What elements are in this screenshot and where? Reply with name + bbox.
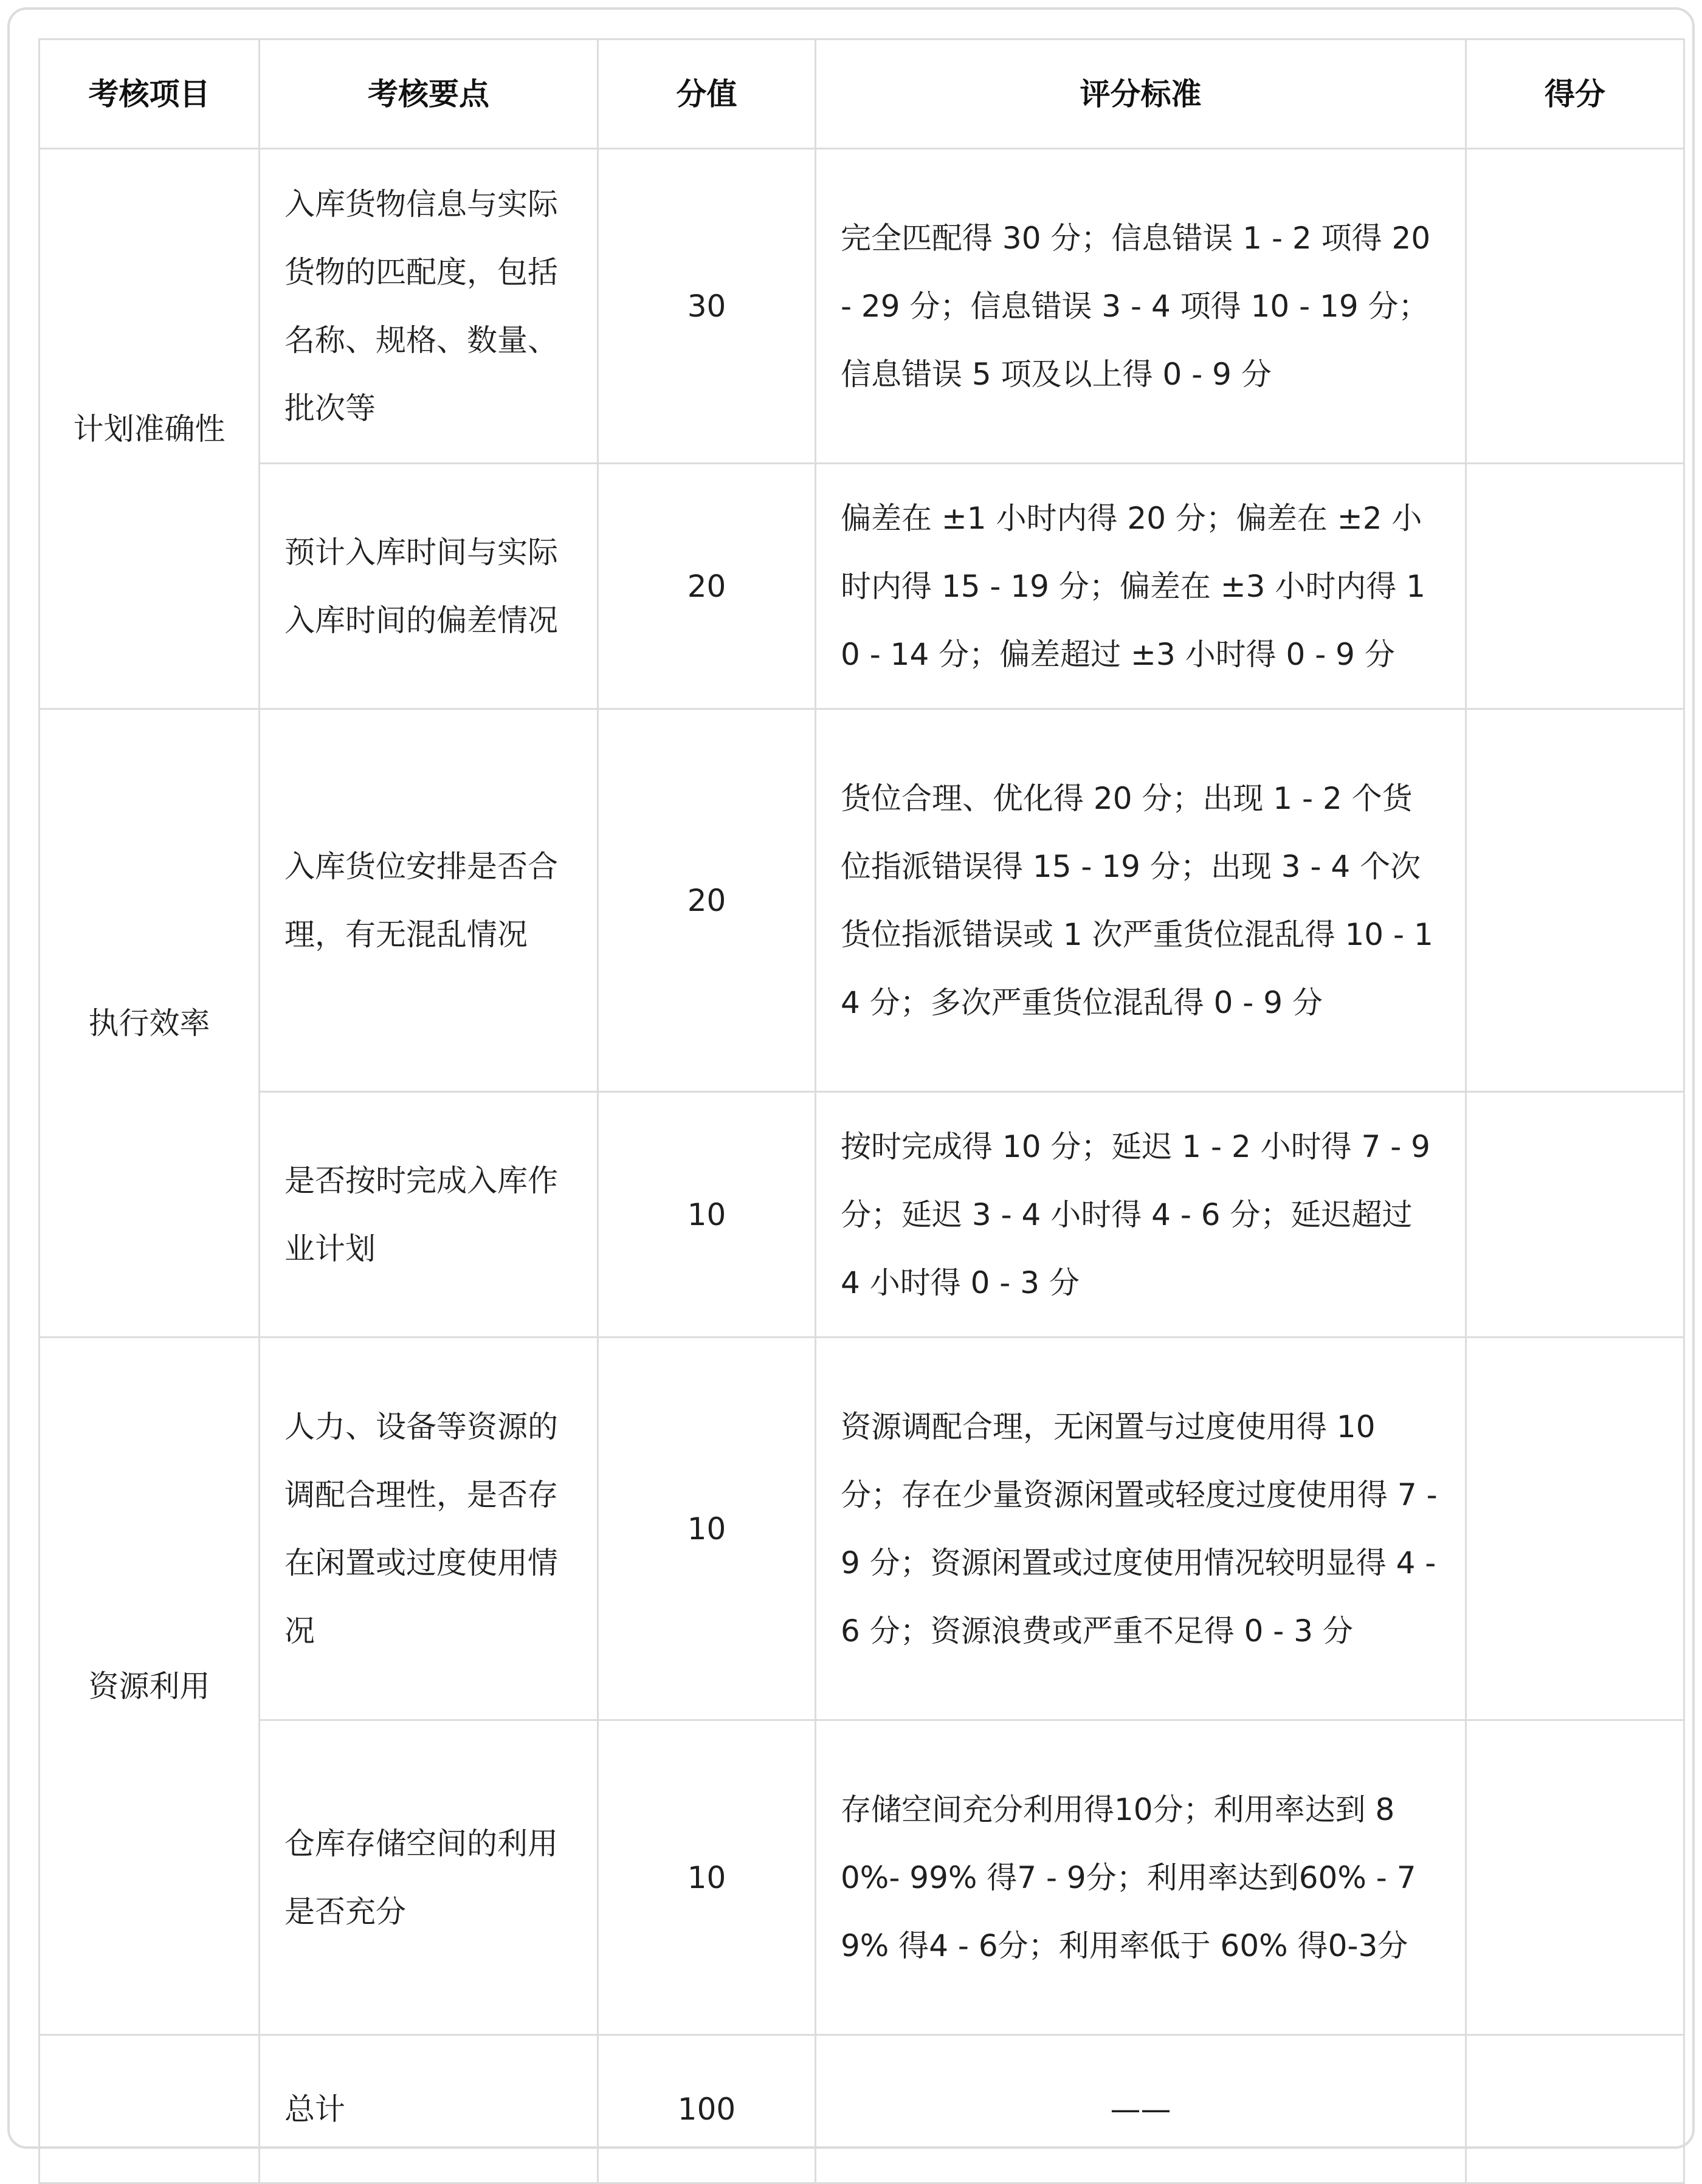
table-row — [40, 709, 1684, 1092]
point-cell: 是否按时完成入库作业计划 — [260, 1092, 598, 1338]
got-cell[interactable] — [1466, 149, 1684, 464]
header-point: 考核要点 — [260, 39, 598, 149]
table-row — [40, 149, 1684, 464]
criteria-cell: 完全匹配得 30 分；信息错误 1 - 2 项得 20 - 29 分；信息错误 3 - 4 项得 10 - 19 分；信息错误 5 项及以上得 0 - 9 分 — [816, 149, 1466, 464]
header-criteria: 评分标准 — [816, 39, 1466, 149]
criteria-cell: 货位合理、优化得 20 分；出现 1 - 2 个货位指派错误得 15 - 19 分；出现 3 - 4 个次货位指派错误或 1 次严重货位混乱得 10 - 14 分；多次严重货位混乱得 0 - 9 分 — [816, 709, 1466, 1092]
got-cell[interactable] — [1466, 1092, 1684, 1338]
got-cell[interactable] — [1466, 709, 1684, 1092]
header-got: 得分 — [1466, 39, 1684, 149]
total-got-cell[interactable] — [1466, 2035, 1684, 2183]
total-blank-cell — [40, 2035, 260, 2183]
score-cell: 10 — [598, 1338, 816, 1720]
criteria-cell: 资源调配合理，无闲置与过度使用得 10 分；存在少量资源闲置或轻度过度使用得 7 - 9 分；资源闲置或过度使用情况较明显得 4 - 6 分；资源浪费或严重不足得 0 - 3 分 — [816, 1338, 1466, 1720]
score-cell: 20 — [598, 709, 816, 1092]
group-resource: 资源利用 — [40, 1338, 260, 2035]
table-frame — [7, 7, 1695, 2149]
got-cell[interactable] — [1466, 464, 1684, 709]
criteria-cell: 存储空间充分利用得10分；利用率达到 80%- 99% 得7 - 9分；利用率达到60% - 79% 得4 - 6分；利用率低于 60% 得0-3分 — [816, 1720, 1466, 2035]
point-cell: 仓库存储空间的利用是否充分 — [260, 1720, 598, 2035]
table-row — [40, 1338, 1684, 1720]
table-row — [40, 1092, 1684, 1338]
group-planning: 计划准确性 — [40, 149, 260, 709]
header-row — [40, 39, 1684, 149]
total-row — [40, 2035, 1684, 2183]
group-execution: 执行效率 — [40, 709, 260, 1338]
score-cell: 20 — [598, 464, 816, 709]
table-row — [40, 464, 1684, 709]
point-cell: 入库货物信息与实际货物的匹配度，包括名称、规格、数量、批次等 — [260, 149, 598, 464]
point-cell: 入库货位安排是否合理，有无混乱情况 — [260, 709, 598, 1092]
score-cell: 10 — [598, 1092, 816, 1338]
got-cell[interactable] — [1466, 1720, 1684, 2035]
point-cell: 人力、设备等资源的调配合理性，是否存在闲置或过度使用情况 — [260, 1338, 598, 1720]
total-criteria: —— — [816, 2035, 1466, 2183]
score-cell: 30 — [598, 149, 816, 464]
assessment-table — [38, 38, 1685, 2184]
total-score: 100 — [598, 2035, 816, 2183]
total-label: 总计 — [260, 2035, 598, 2183]
criteria-cell: 偏差在 ±1 小时内得 20 分；偏差在 ±2 小时内得 15 - 19 分；偏差在 ±3 小时内得 10 - 14 分；偏差超过 ±3 小时得 0 - 9 分 — [816, 464, 1466, 709]
table-row — [40, 1720, 1684, 2035]
score-cell: 10 — [598, 1720, 816, 2035]
got-cell[interactable] — [1466, 1338, 1684, 1720]
point-cell: 预计入库时间与实际入库时间的偏差情况 — [260, 464, 598, 709]
header-item: 考核项目 — [40, 39, 260, 149]
header-score: 分值 — [598, 39, 816, 149]
criteria-cell: 按时完成得 10 分；延迟 1 - 2 小时得 7 - 9 分；延迟 3 - 4 小时得 4 - 6 分；延迟超过 4 小时得 0 - 3 分 — [816, 1092, 1466, 1338]
